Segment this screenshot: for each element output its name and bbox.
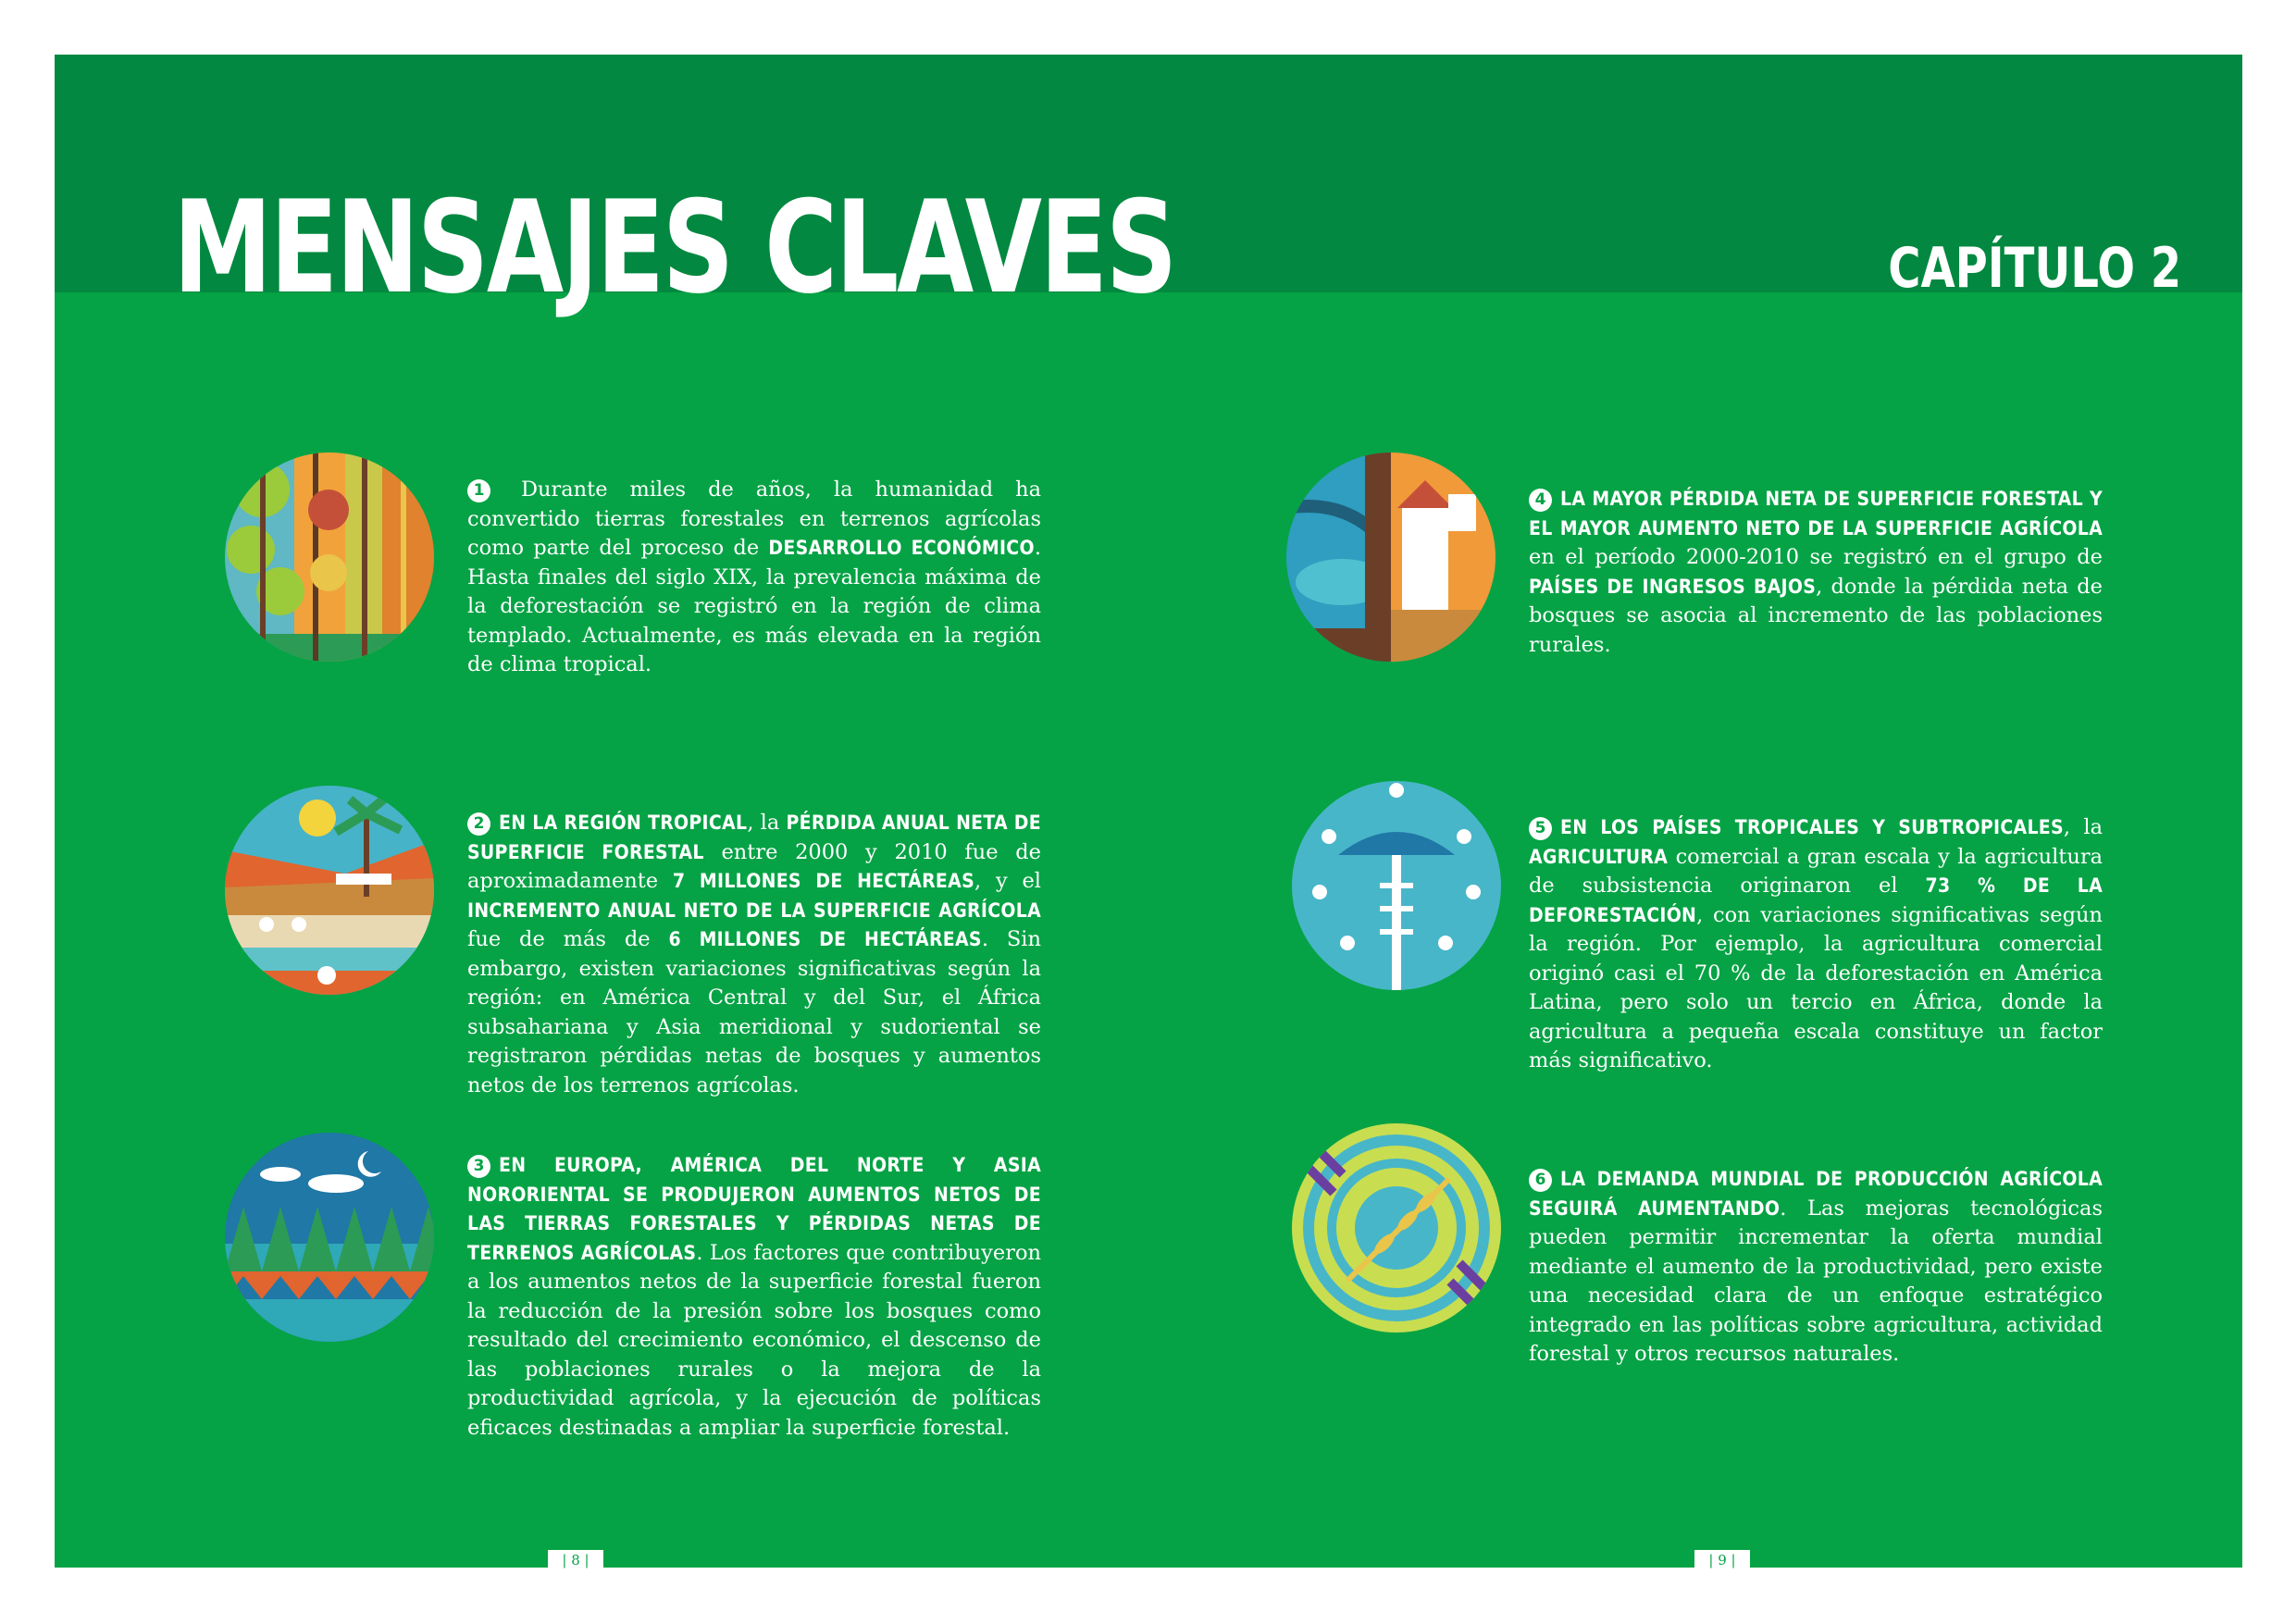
page-number-left: | 8 | <box>548 1550 603 1570</box>
plantation-illustration <box>1292 781 1501 990</box>
key-message-4 <box>1529 485 2103 660</box>
wheat-harvest-illustration <box>1292 1123 1501 1333</box>
page-number-right: | 9 | <box>1694 1550 1750 1570</box>
message-number-2: 2 <box>467 812 490 836</box>
message-number-4: 4 <box>1529 489 1552 512</box>
tropical-landscape-illustration <box>225 786 434 995</box>
message-number-1: 1 <box>467 479 490 502</box>
forest-trees-illustration <box>225 452 434 662</box>
key-message-5 <box>1529 813 2103 1076</box>
key-message-6 <box>1529 1165 2103 1370</box>
message-number-5: 5 <box>1529 817 1552 840</box>
key-message-5-text: 5 EN LOS PAÍSES TROPICALES Y SUBTROPICALES, la AGRICULTURA comercial a gran escala y la agricultura de subsistencia originaron el 73 % DE LA DEFORESTACIÓN, con variaciones significativas según la región. Por ejemplo, la agricultura comercial originó casi el 70 % de la deforestación en América Latina, pero solo un tercio en África, donde la agricultura a pequeña escala constituye un factor más significativo. <box>1529 815 2103 1072</box>
key-message-2 <box>467 809 1041 1100</box>
message-number-6: 6 <box>1529 1169 1552 1192</box>
key-message-1 <box>467 476 1041 680</box>
key-message-6-text: 6 LA DEMANDA MUNDIAL DE PRODUCCIÓN AGRÍCOLA SEGUIRÁ AUMENTANDO. Las mejoras tecnológicas pueden permitir incrementar la oferta mundial mediante el aumento de la productividad, pero existe una necesidad clara de un enfoque estratégico integrado en las políticas sobre agricultura, actividad forestal y otros recursos naturales. <box>1529 1168 2103 1366</box>
key-message-4-text: 4 LA MAYOR PÉRDIDA NETA DE SUPERFICIE FORESTAL Y EL MAYOR AUMENTO NETO DE LA SUPERFICIE AGRÍCOLA en el período 2000-2010 se registró en el grupo de PAÍSES DE INGRESOS BAJOS, donde la pérdida neta de bosques se asocia al incremento de las poblaciones rurales. <box>1529 488 2103 657</box>
key-message-3 <box>467 1151 1041 1443</box>
chapter-label: CAPÍTULO 2 <box>1888 236 2181 301</box>
village-tree-illustration <box>1286 452 1496 662</box>
night-pine-forest-illustration <box>225 1133 434 1342</box>
message-number-3: 3 <box>467 1155 490 1178</box>
page-title: MENSAJES CLAVES <box>173 173 1175 322</box>
key-message-2-text: 2 EN LA REGIÓN TROPICAL, la PÉRDIDA ANUAL NETA DE SUPERFICIE FORESTAL entre 2000 y 2010 fue de aproximadamente 7 MILLONES DE HECTÁREAS, y el INCREMENTO ANUAL NETO DE LA SUPERFICIE AGRÍCOLA fue de más de 6 MILLONES DE HECTÁREAS. Sin embargo, existen variaciones significativas según la región: en América Central y del Sur, el África subsahariana y Asia meridional y sudoriental se registraron pérdidas netas de bosques y aumentos netos de los terrenos agrícolas. <box>467 811 1042 1097</box>
key-message-3-text: 3 EN EUROPA, AMÉRICA DEL NORTE Y ASIA NORORIENTAL SE PRODUJERON AUMENTOS NETOS DE LAS TIERRAS FORESTALES Y PÉRDIDAS NETAS DE TERRENOS AGRÍCOLAS. Los factores que contribuyeron a los aumentos netos de la superficie forestal fueron la reducción de la presión sobre los bosques como resultado del crecimiento económico, el descenso de las poblaciones rurales o la mejora de la productividad agrícola, y la ejecución de políticas eficaces destinadas a ampliar la superficie forestal. <box>467 1154 1041 1440</box>
book-spread <box>55 55 2242 1568</box>
key-message-1-text: 1 Durante miles de años, la humanidad ha convertido tierras forestales en terrenos agrícolas como parte del proceso de DESARROLLO ECONÓMICO. Hasta finales del siglo XIX, la prevalencia máxima de la deforestación se registró en la región de clima templado. Actualmente, es más elevada en la región de clima tropical. <box>467 477 1041 676</box>
